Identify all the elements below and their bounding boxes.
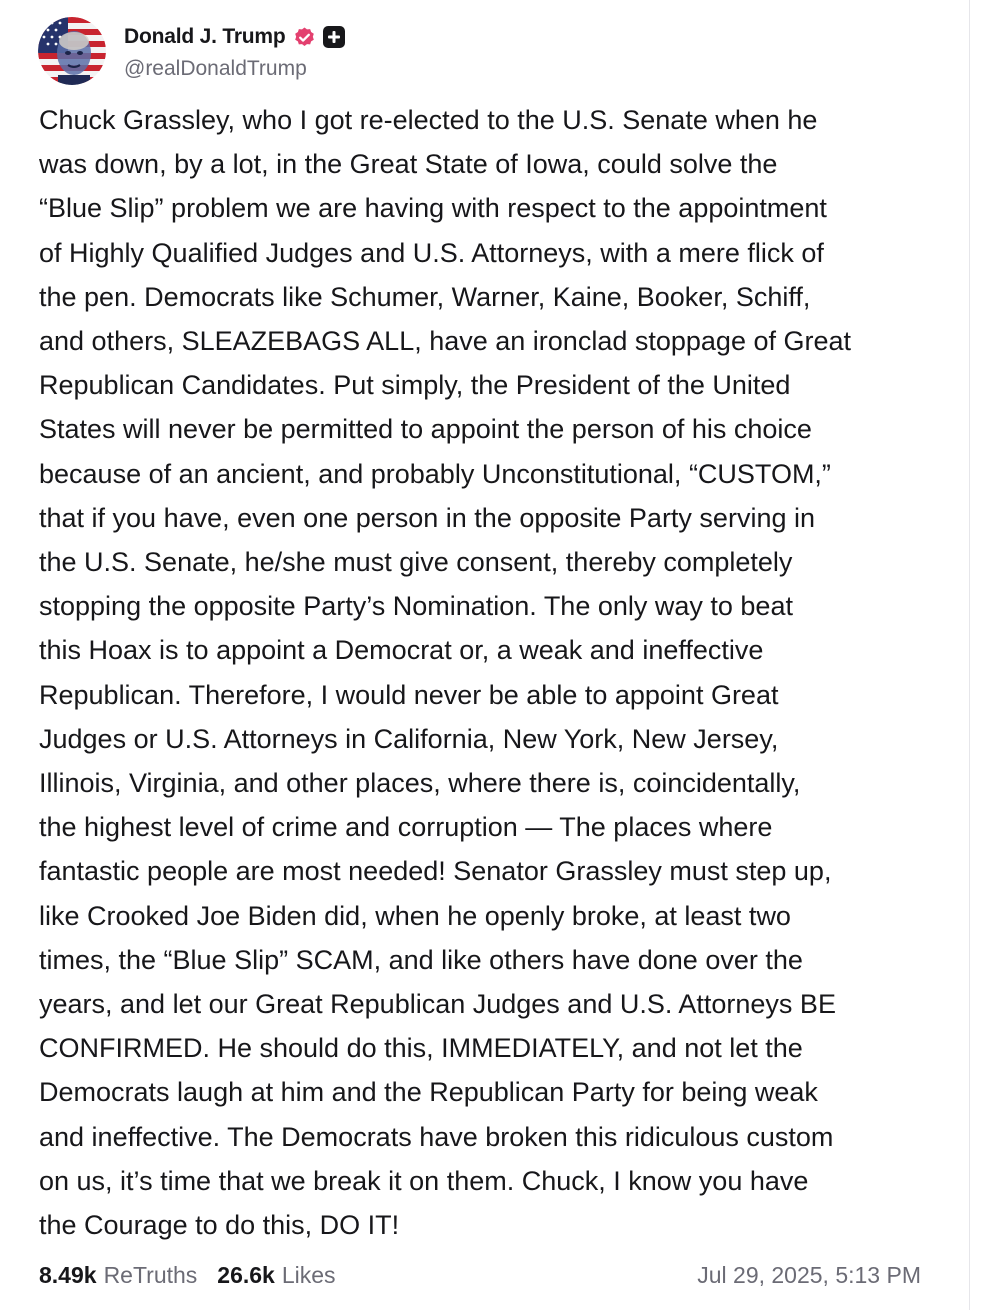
retruths-stat[interactable]	[39, 1262, 197, 1289]
author-info	[124, 21, 345, 81]
retruths-label: ReTruths	[103, 1261, 198, 1288]
display-name[interactable]: Donald J. Trump	[124, 25, 286, 48]
post-body-text: Chuck Grassley, who I got re-elected to the U.S. Senate when he was down, by a lot, in the Great State of Iowa, could solve the “Blue Slip” problem we are having with respect to the appointment of Highly Qualified Judges and U.S. Attorneys, with a mere flick of the pen. Democrats like Schumer, Warner, Kaine, Booker, Schiff, and others, SLEAZEBAGS ALL, have an ironclad stoppage of Great Republican Candidates. Put simply, the President of the United States will never be permitted to appoint the person of his choice because of an ancient, and probably Unconstitutional, “CUSTOM,” that if you have, even one person in the opposite Party serving in the U.S. Senate, he/she must give consent, thereby completely stopping the opposite Party’s Nomination. The only way to beat this Hoax is to appoint a Democrat or, a weak and ineffective Republican. Therefore, I would never be able to appoint Great Judges or U.S. Attorneys in California, New York, New Jersey, Illinois, Virginia, and other places, where there is, coincidentally, the highest level of crime and corruption — The places where fantastic people are most needed! Senator Grassley must step up, like Crooked Joe Biden did, when he openly broke, at least two times, the “Blue Slip” SCAM, and like others have done over the years, and let our Great Republican Judges and U.S. Attorneys BE CONFIRMED. He should do this, IMMEDIATELY, and not let the Democrats laugh at him and the Republican Party for being weak and ineffective. The Democrats have broken this ridiculous custom on us, it’s time that we break it on them. Chuck, I know you have the Courage to do this, DO IT!	[39, 105, 852, 1241]
post-stats	[39, 1262, 356, 1289]
retruths-count: 8.49k	[39, 1261, 97, 1288]
likes-stat[interactable]	[217, 1262, 335, 1289]
verified-badge-icon	[293, 26, 316, 49]
truth-plus-icon	[323, 26, 345, 48]
name-row	[124, 21, 345, 53]
post-timestamp[interactable]: Jul 29, 2025, 5:13 PM	[697, 1261, 921, 1288]
post-header	[38, 16, 345, 86]
handle[interactable]: @realDonaldTrump	[124, 57, 307, 80]
avatar[interactable]	[38, 17, 106, 85]
likes-label: Likes	[281, 1261, 336, 1288]
post-footer	[39, 1257, 921, 1293]
likes-count: 26.6k	[217, 1261, 275, 1288]
avatar-image	[38, 17, 106, 85]
